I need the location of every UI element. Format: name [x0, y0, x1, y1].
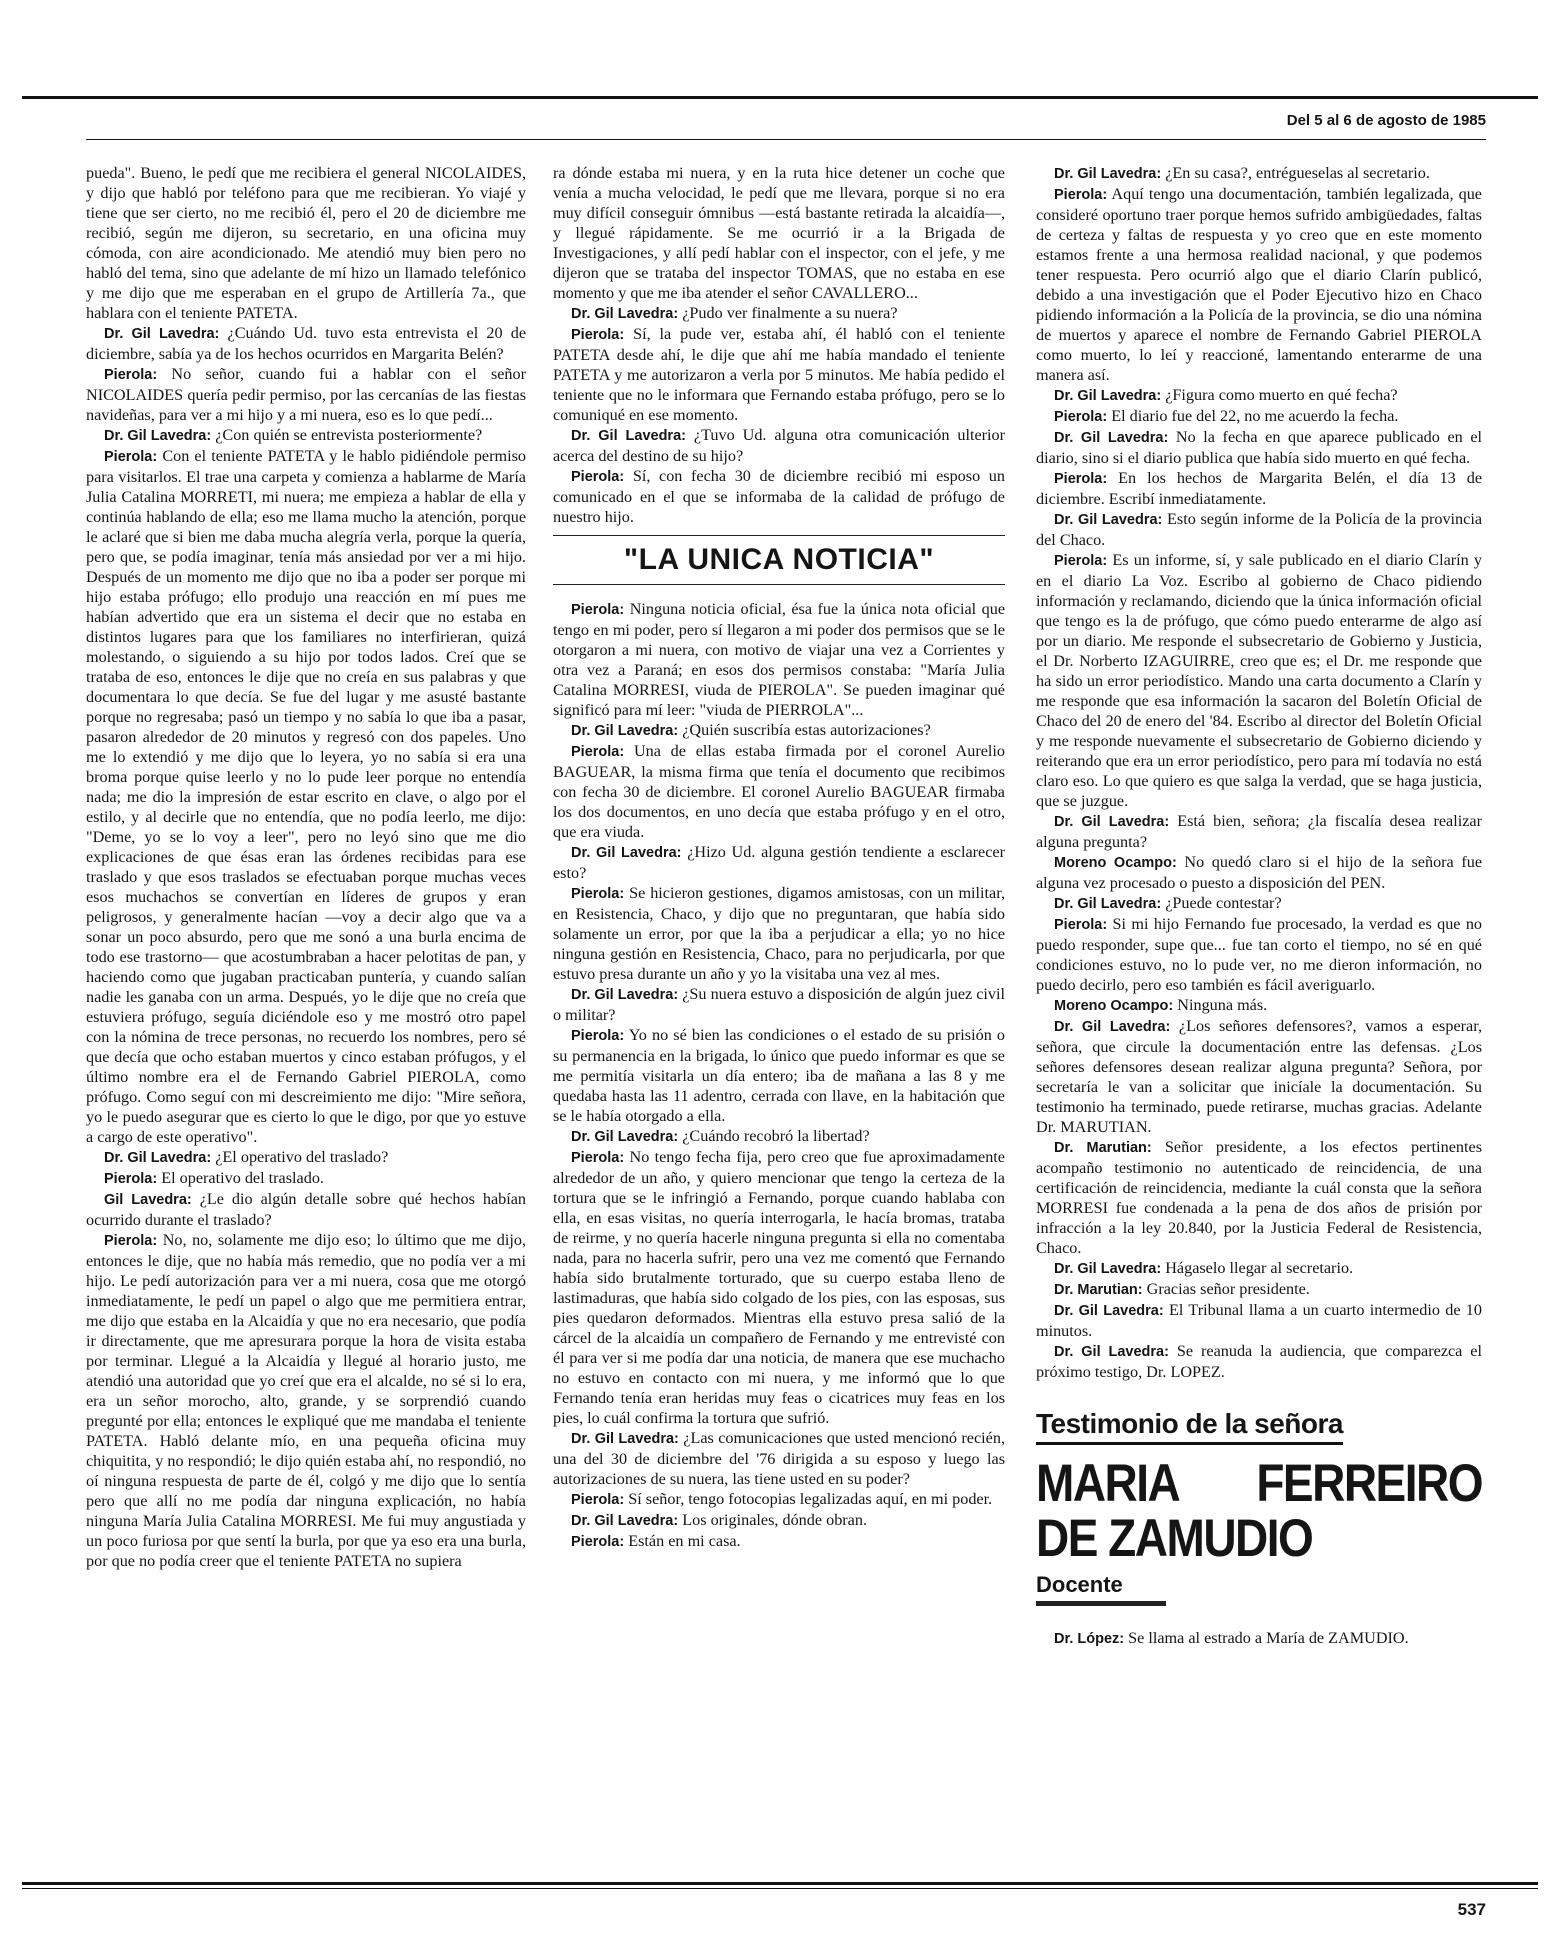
witness-role: Docente [1036, 1572, 1123, 1597]
speaker-label: Dr. López: [1054, 1631, 1125, 1647]
paragraph [553, 1147, 1005, 1428]
bottom-rule [22, 1882, 1538, 1885]
speaker-label: Pierola: [1054, 553, 1108, 569]
paragraph-text: En los hechos de Margarita Belén, el día 13 de diciembre. Escribí inmediatamente. [1036, 469, 1483, 508]
page-number: 537 [1457, 1900, 1486, 1919]
paragraph [1036, 1341, 1482, 1382]
paragraph-text: ¿Figura como muerto en qué fecha? [1165, 386, 1398, 404]
paragraph [86, 446, 526, 1147]
speaker-label: Dr. Marutian: [1054, 1140, 1152, 1156]
paragraph-text: Se llama al estrado a María de ZAMUDIO. [1128, 1629, 1409, 1647]
speaker-label: Dr. Gil Lavedra: [1054, 1261, 1162, 1277]
paragraph-text: Se reanuda la audiencia, que comparezca el próximo testigo, Dr. LOPEZ. [1036, 1342, 1482, 1381]
paragraph [553, 1025, 1005, 1126]
paragraph [1036, 406, 1482, 427]
paragraph-text: No quedó claro si el hijo de la señora fue alguna vez procesado o puesto a disposición del PEN. [1036, 853, 1483, 892]
speaker-label: Pierola: [1054, 471, 1108, 487]
speaker-label: Pierola: [104, 367, 158, 383]
speaker-label: Dr. Gil Lavedra: [104, 1150, 212, 1166]
speaker-label: Dr. Gil Lavedra: [571, 723, 679, 739]
speaker-label: Dr. Gil Lavedra: [1054, 388, 1162, 404]
paragraph [553, 163, 1005, 303]
paragraph [1036, 184, 1482, 385]
speaker-label: Dr. Gil Lavedra: [104, 326, 220, 342]
paragraph-text: No tengo fecha fija, pero creo que fue aproximadamente alrededor de un año, y quiero mencionar que tengo la certeza de la tortura que se le infringió a Fernando, porque cuando hablaba con ella, en esas visitas, no quería interrogarla, le hacía bromas, trataba de reirme, y no quería hacerle ninguna pregunta si ella no comentaba nada, para no hacerla sufrir, pero una vez me comentó que Fernando había sido brutalmente torturado, que su cuerpo estaba lleno de lastimaduras, que había sido colgado de los pies, con las esposas, sus pies quedaron deformados. Mientras ella estuvo presa salió de la cárcel de la alcaidía un compañero de Fernando y me entrevisté con él para ver si me podía dar una noticia, de manera que ese muchacho no estuvo en contacto con mi nuera, y me informó que lo que Fernando tenía eran heridas muy feas o cicatrices muy feas en los pies, lo cuál confirma la tortura que sufrió. [553, 1148, 1005, 1427]
speaker-label: Pierola: [571, 1028, 625, 1044]
paragraph-text: Gracias señor presidente. [1146, 1280, 1310, 1298]
paragraph-text: Sí señor, tengo fotocopias legalizadas aquí, en mi poder. [628, 1490, 993, 1508]
speaker-label: Pierola: [104, 449, 158, 465]
speaker-label: Dr. Gil Lavedra: [1054, 896, 1162, 912]
speaker-label: Dr. Gil Lavedra: [1054, 1344, 1169, 1360]
paragraph-text: Señor presidente, a los efectos pertinentes acompaño testimonio no autenticado de reincidencia, de una certificación de reincidencia, mediante la cuál consta que la señora MORRESI fue condenada a la pena de dos años de prisión por infracción a la ley 20.840, por la Justicia Federal de Resistencia, Chaco. [1036, 1138, 1483, 1257]
paragraph [1036, 427, 1482, 468]
speaker-label: Pierola: [571, 602, 625, 618]
paragraph-text: ¿Cuándo Ud. tuvo esta entrevista el 20 de diciembre, sabía ya de los hechos ocurridos en Margarita Belén? [86, 324, 526, 363]
speaker-label: Dr. Marutian: [1054, 1282, 1143, 1298]
paragraph-text: ¿Quién suscribía estas autorizaciones? [682, 721, 931, 739]
paragraph [1036, 914, 1482, 995]
header-underline [86, 139, 1486, 140]
paragraph-text: Ninguna más. [1177, 996, 1268, 1014]
speaker-label: Dr. Gil Lavedra: [1054, 430, 1169, 446]
paragraph [1036, 550, 1482, 811]
paragraph [1036, 1628, 1482, 1649]
paragraph-text: ¿Cuándo recobró la libertad? [682, 1127, 870, 1145]
section-divider [553, 535, 1005, 536]
paragraph [553, 1489, 1005, 1510]
paragraph [553, 842, 1005, 883]
speaker-label: Dr. Gil Lavedra: [571, 1431, 679, 1447]
paragraph [86, 1168, 526, 1189]
speaker-label: Dr. Gil Lavedra: [1054, 1019, 1171, 1035]
paragraph-text: ¿Tuvo Ud. alguna otra comunicación ulterior acerca del destino de su hijo? [553, 426, 1005, 465]
paragraph [553, 984, 1005, 1025]
testimony-kicker: Testimonio de la señora [1036, 1408, 1343, 1445]
speaker-label: Dr. Gil Lavedra: [571, 845, 682, 861]
speaker-label: Dr. Gil Lavedra: [571, 306, 679, 322]
paragraph [553, 741, 1005, 842]
paragraph [1036, 1279, 1482, 1300]
speaker-label: Pierola: [571, 1150, 625, 1166]
paragraph-text: Esto según informe de la Policía de la provincia del Chaco. [1036, 510, 1483, 549]
paragraph-text: El Tribunal llama a un cuarto intermedio de 10 minutos. [1036, 1301, 1482, 1340]
speaker-label: Pierola: [571, 469, 625, 485]
paragraph [1036, 163, 1482, 184]
speaker-label: Moreno Ocampo: [1054, 855, 1177, 871]
paragraph-text: El diario fue del 22, no me acuerdo la fecha. [1111, 407, 1399, 425]
paragraph-text: Aquí tengo una documentación, también legalizada, que consideré oportuno traer porque hemos sufrido ambigüedades, faltas de certeza y faltas de respuesta y yo creo que en este momento estamos frente a una hermosa realidad nacional, y que podemos tener respuesta. Pero ocurrió algo que el diario Clarín publicó, debido a una investigación que el Poder Ejecutivo hizo en Chaco pidiendo información a la Policía de la provincia, se dio una nómina de muertos y aparece el nombre de Fernando Gabriel PIEROLA como muerto, lo leí y reaccioné, lamentando enterarme de una manera así. [1036, 185, 1482, 384]
speaker-label: Dr. Gil Lavedra: [571, 428, 686, 444]
paragraph-text: No, no, solamente me dijo eso; lo último que me dijo, entonces le dije, que no había más remedio, que no podía ver a mi hijo. Le pedí autorización para ver a mi nuera, cosa que me otorgó inmediatamente, le pedí un papel o algo que me permitiera entrar, me dijo que estaba en la Alcaidía y que no era necesario, que podía ir directamente, que me apresurara porque la hora de visita estaba por terminar. Llegué a la Alcaidía y llegué al horario justo, me atendió una autoridad que yo creí que era el alcalde, no sé si lo era, era un señor morocho, alto, grande, y se sorprendió cuando pregunté por ella; entonces le expliqué que me mandaba el teniente PATETA. Habló delante mío, en una pequeña oficina muy chiquitita, y no respondió; le dijo quién estaba ahí, no respondió, no oí ninguna respuesta de parte de él, colgó y me dijo que lo sentía pero que allí no me podía dar ninguna explicación, no había ninguna María Julia Catalina MORRESI. Me fui muy angustiada y un poco furiosa por que sentí la burla, por que ya eso era una burla, por que no podía creer que el teniente PATETA no supiera [86, 1231, 526, 1570]
paragraph [1036, 468, 1482, 509]
bottom-rule-thin [22, 1888, 1538, 1889]
paragraph [553, 720, 1005, 741]
speaker-label: Pierola: [571, 327, 625, 343]
paragraph-text: Está bien, señora; ¿la fiscalía desea realizar alguna pregunta? [1036, 812, 1482, 851]
paragraph [553, 1428, 1005, 1489]
paragraph-text: ¿Hizo Ud. alguna gestión tendiente a esclarecer esto? [553, 843, 1006, 882]
paragraph-text: Hágaselo llegar al secretario. [1165, 1259, 1354, 1277]
paragraph-text: No señor, cuando fui a hablar con el señor NICOLAIDES quería pedir permiso, por las cercanías de las fiestas navideñas, para ver a mi hijo y a mi nuera, eso es lo que pedí... [86, 365, 527, 424]
paragraph [86, 1230, 526, 1571]
paragraph-text: ¿Su nuera estuvo a disposición de algún juez civil o militar? [553, 985, 1006, 1024]
speaker-label: Gil Lavedra: [104, 1192, 192, 1208]
speaker-label: Dr. Gil Lavedra: [571, 987, 679, 1003]
witness-name: MARIA FERREIRO DE ZAMUDIO [1036, 1452, 1482, 1568]
paragraph-text: El operativo del traslado. [161, 1169, 324, 1187]
speaker-label: Pierola: [571, 886, 625, 902]
paragraph-text: Los originales, dónde obran. [682, 1511, 867, 1529]
top-rule [22, 96, 1538, 99]
paragraph [86, 364, 526, 425]
paragraph [1036, 893, 1482, 914]
speaker-label: Dr. Gil Lavedra: [1054, 166, 1162, 182]
paragraph-text: ¿El operativo del traslado? [215, 1148, 389, 1166]
column-1 [86, 163, 526, 1571]
paragraph-text: ¿En su casa?, entrégueselas al secretario. [1165, 164, 1430, 182]
paragraph [1036, 1016, 1482, 1137]
speaker-label: Pierola: [1054, 409, 1108, 425]
paragraph [1036, 509, 1482, 550]
paragraph [1036, 1258, 1482, 1279]
paragraph [553, 599, 1005, 720]
paragraph [1036, 1137, 1482, 1258]
paragraph [553, 466, 1005, 527]
speaker-label: Dr. Gil Lavedra: [571, 1129, 679, 1145]
paragraph-text: ¿Con quién se entrevista posteriormente? [215, 426, 483, 444]
paragraph-text: ¿Las comunicaciones que usted mencionó recién, una del 30 de diciembre del '76 dirigida a su esposo y luego las autorizaciones de su nuera, las tiene usted en su poder? [553, 1429, 1006, 1488]
paragraph [553, 425, 1005, 466]
section-divider [553, 584, 1005, 585]
speaker-label: Pierola: [571, 1534, 625, 1550]
paragraph-text: No la fecha en que aparece publicado en el diario, sino si el diario publica que había sido muerto en qué fecha. [1036, 428, 1483, 467]
column-2 [553, 163, 1005, 1552]
paragraph [1036, 852, 1482, 893]
speaker-label: Dr. Gil Lavedra: [1054, 512, 1163, 528]
speaker-label: Pierola: [1054, 187, 1108, 203]
paragraph [553, 883, 1005, 984]
speaker-label: Pierola: [104, 1233, 158, 1249]
role-underline-bar [1036, 1601, 1166, 1606]
paragraph [1036, 995, 1482, 1016]
speaker-label: Dr. Gil Lavedra: [1054, 814, 1170, 830]
paragraph-text: Ninguna noticia oficial, ésa fue la única nota oficial que tengo en mi poder, pero sí llegaron a mi poder dos permisos que se le otorgaron a mi nuera, con motivo de viajar una vez a Corrientes y otra vez a Paraná; en esos dos permisos constaba: "María Julia Catalina MORRESI, viuda de PIEROLA". Se pueden imaginar qué significó para mí leer: "viuda de PIERROLA"... [553, 600, 1005, 719]
speaker-label: Dr. Gil Lavedra: [1054, 1303, 1164, 1319]
paragraph [86, 425, 526, 446]
paragraph-text: Con el teniente PATETA y le hablo pidiéndole permiso para visitarlos. El trae una carpeta y comienza a hablarme de María Julia Catalina MORRETI, mi nuera; me empieza a hablar de ella y continúa hablando de ella; eso me llama mucho la atención, porque le aclaré que si bien me daba mucha alegría verla, porque la quería, pero que, se podía imaginar, tenía más ansiedad por ver a mi hijo. Después de un momento me dijo que no iba a poder ser porque mi hijo estaba prófugo; ello produjo una reacción en mí pues me habían advertido que era un sistema el decir que no estaba en distintos lugares para que los familiares no interfirieran, quizá molestando, o siguiendo a su hijo por todos lados. Creí que se trataba de eso, entonces le dije que no creía en sus palabras y que documentara lo que decía. Se fue del lugar y me asusté bastante porque no regresaba; pasó un tiempo y no sabía lo que iba a pasar, pasaron alrededor de 20 minutos y regresó con dos papeles. Uno me lo extendió y me dijo que lo leyera, yo no sabía si era una broma porque quise leerlo y no lo pude leer porque no entendía nada; me dio la impresión de estar escrito en clave, o algo por el estilo, y al decirle que no entendía, que no podía leerlo, me dijo: "Deme, yo se lo voy a leer", pero no leyó sino que me dio explicaciones de que ésas eran las órdenes recibidas para ese traslado y que esos traslados se efectuaban porque muchas veces esos muchachos se convertían en líderes de grupos y eran peligrosos, y generalmente hacían —voy a decir algo que va a sonar un poco absurdo, pero que me sonó a una burla encima de todo ese trastorno— que acostumbraban a hacer pelotitas de pan, y haciendo como que jugaban practicaban puntería, y cuando salían nadie les ganaba con un arma. Después, yo le dije que no creía que estuviera prófugo, seguía diciéndole eso y me mostró otro papel con la nómina de trece personas, no recuerdo los nombres, pero sé que decía que ocho estaban muertos y cinco estaban prófugos, y el último nombre era el de Fernando Gabriel PIEROLA, como prófugo. Como seguí con mi descreimiento me dijo: "Mire señora, yo le puedo asegurar que es cierto lo que le digo, por que yo estuve a cargo de este operativo". [86, 447, 526, 1146]
paragraph [553, 303, 1005, 324]
column-3 [1036, 163, 1482, 1649]
paragraph [1036, 385, 1482, 406]
paragraph-text: Se hicieron gestiones, digamos amistosas, con un militar, en Resistencia, Chaco, y dijo que no preguntaran, que había sido solamente un error, por que la iba a perjudicar a ella; yo no hice ninguna gestión en Resistencia, Chaco, para no perjudicarla, por que estuvo presa durante un año y yo la visitaba una vez al mes. [553, 884, 1005, 983]
paragraph [86, 163, 526, 323]
paragraph [86, 1147, 526, 1168]
paragraph-text: Yo no sé bien las condiciones o el estado de su prisión o su permanencia en la brigada, lo único que puedo informar es que se me permitía visitarla un día entero; iba de mañana a las 8 y me quedaba hasta las 11 adentro, cerrada con llave, en la habitación que se le había otorgado a ella. [553, 1026, 1005, 1125]
issue-date: Del 5 al 6 de agosto de 1985 [1286, 112, 1486, 129]
paragraph [553, 1126, 1005, 1147]
paragraph-text: Una de ellas estaba firmada por el coronel Aurelio BAGUEAR, la misma firma que tenía el documento que recibimos con fecha 30 de diciembre. El coronel Aurelio BAGUEAR firmaba los dos documentos, en uno decía que estaba prófugo y en el otro, que era viuda. [553, 742, 1006, 841]
testimony-header [1036, 1408, 1482, 1606]
speaker-label: Pierola: [571, 744, 625, 760]
paragraph [1036, 811, 1482, 852]
paragraph [553, 324, 1005, 425]
paragraph [1036, 1300, 1482, 1341]
paragraph [86, 323, 526, 364]
paragraph [553, 1510, 1005, 1531]
paragraph-text: Están en mi casa. [628, 1532, 741, 1550]
paragraph [553, 1531, 1005, 1552]
paragraph-text: Sí, con fecha 30 de diciembre recibió mi esposo un comunicado en el que se informaba de la calidad de prófugo de nuestro hijo. [553, 467, 1005, 526]
speaker-label: Pierola: [104, 1171, 158, 1187]
speaker-label: Pierola: [571, 1492, 625, 1508]
paragraph-text: Si mi hijo Fernando fue procesado, la verdad es que no puedo responder, supe que... fue tan corto el tiempo, no sé en qué condiciones estuvo, no lo pude ver, no me dieron información, no puedo decirlo, pero eso también es fácil averiguarlo. [1036, 915, 1483, 994]
paragraph-text: Sí, la pude ver, estaba ahí, él habló con el teniente PATETA desde ahí, le dije que ahí me había mandado el teniente PATETA y me autorizaron a verla por 5 minutos. Me había pedido el teniente que no le informara que Fernando estaba prófugo, pero se lo comuniqué en ese momento. [553, 325, 1006, 424]
speaker-label: Dr. Gil Lavedra: [571, 1513, 679, 1529]
speaker-label: Pierola: [1054, 917, 1108, 933]
section-heading: "LA UNICA NOTICIA" [623, 543, 935, 576]
speaker-label: Dr. Gil Lavedra: [104, 428, 212, 444]
paragraph-text: ¿Los señores defensores?, vamos a esperar, señora, que circule la documentación entre las defensas. ¿Los señores defensores desean realizar alguna pregunta? Señora, por secretaría le van a solicitar que inicíale la documentación. Su testimonio ha terminado, puede retirarse, muchas gracias. Adelante Dr. MARUTIAN. [1036, 1017, 1482, 1136]
paragraph-text: Es un informe, sí, y sale publicado en el diario Clarín y en el diario La Voz. Escribo al gobierno de Chaco pidiendo información y reclamando, diciendo que la única información oficial que tengo es la de prófugo, que cómo puedo enterarme de algo así por un diario. Me responde el subsecretario de Gobierno y Justicia, el Dr. Norberto IZAGUIRRE, creo que es; el Dr. me responde que ha sido un error periodístico. Mando una carta documento a Clarín y me responde que esa información la sacaron del Boletín Oficial de Chaco del 20 de enero del '84. Escribo al director del Boletín Oficial y me responde nuevamente el subsecretario de Gobierno diciendo y reiterando que era un error periodístico, pero para mí todavía no está claro eso. Lo que quiero es que salga la verdad, que se haga justicia, que se juzgue. [1036, 551, 1483, 810]
paragraph-text: ra dónde estaba mi nuera, y en la ruta hice detener un coche que venía a mucha velocidad, le pedí que me llevara, porque si no era muy difícil conseguir ómnibus —está bastante retirada la alcaidía—, y llegué rápidamente. Se me ocurrió ir a la Brigada de Investigaciones, y allí pedí hablar con el inspector, con el jefe, y me dijeron que se trataba del inspector TOMAS, que no estaba en ese momento y que me iba atender el señor CAVALLERO... [553, 164, 1005, 302]
paragraph-text: ¿Pudo ver finalmente a su nuera? [682, 304, 898, 322]
paragraph-text: ¿Le dio algún detalle sobre qué hechos habían ocurrido durante el traslado? [86, 1190, 527, 1229]
paragraph-text: ¿Puede contestar? [1165, 894, 1282, 912]
paragraph [86, 1189, 526, 1230]
speaker-label: Moreno Ocampo: [1054, 998, 1174, 1014]
paragraph-text: pueda". Bueno, le pedí que me recibiera el general NICOLAIDES, y dijo que habló por teléfono para que me recibieran. Yo viajé y tiene que ser cierto, no me recibió él, pero el 20 de diciembre me recibió, según me dijeron, su secretario, en una oficina muy cómoda, con aire acondicionado. Me atendió muy bien pero no habló del tema, sino que adelante de mí hizo un llamado telefónico y me dijo que me esperaban en el grupo de Artillería 7a., que hablara con el teniente PATETA. [86, 164, 526, 322]
